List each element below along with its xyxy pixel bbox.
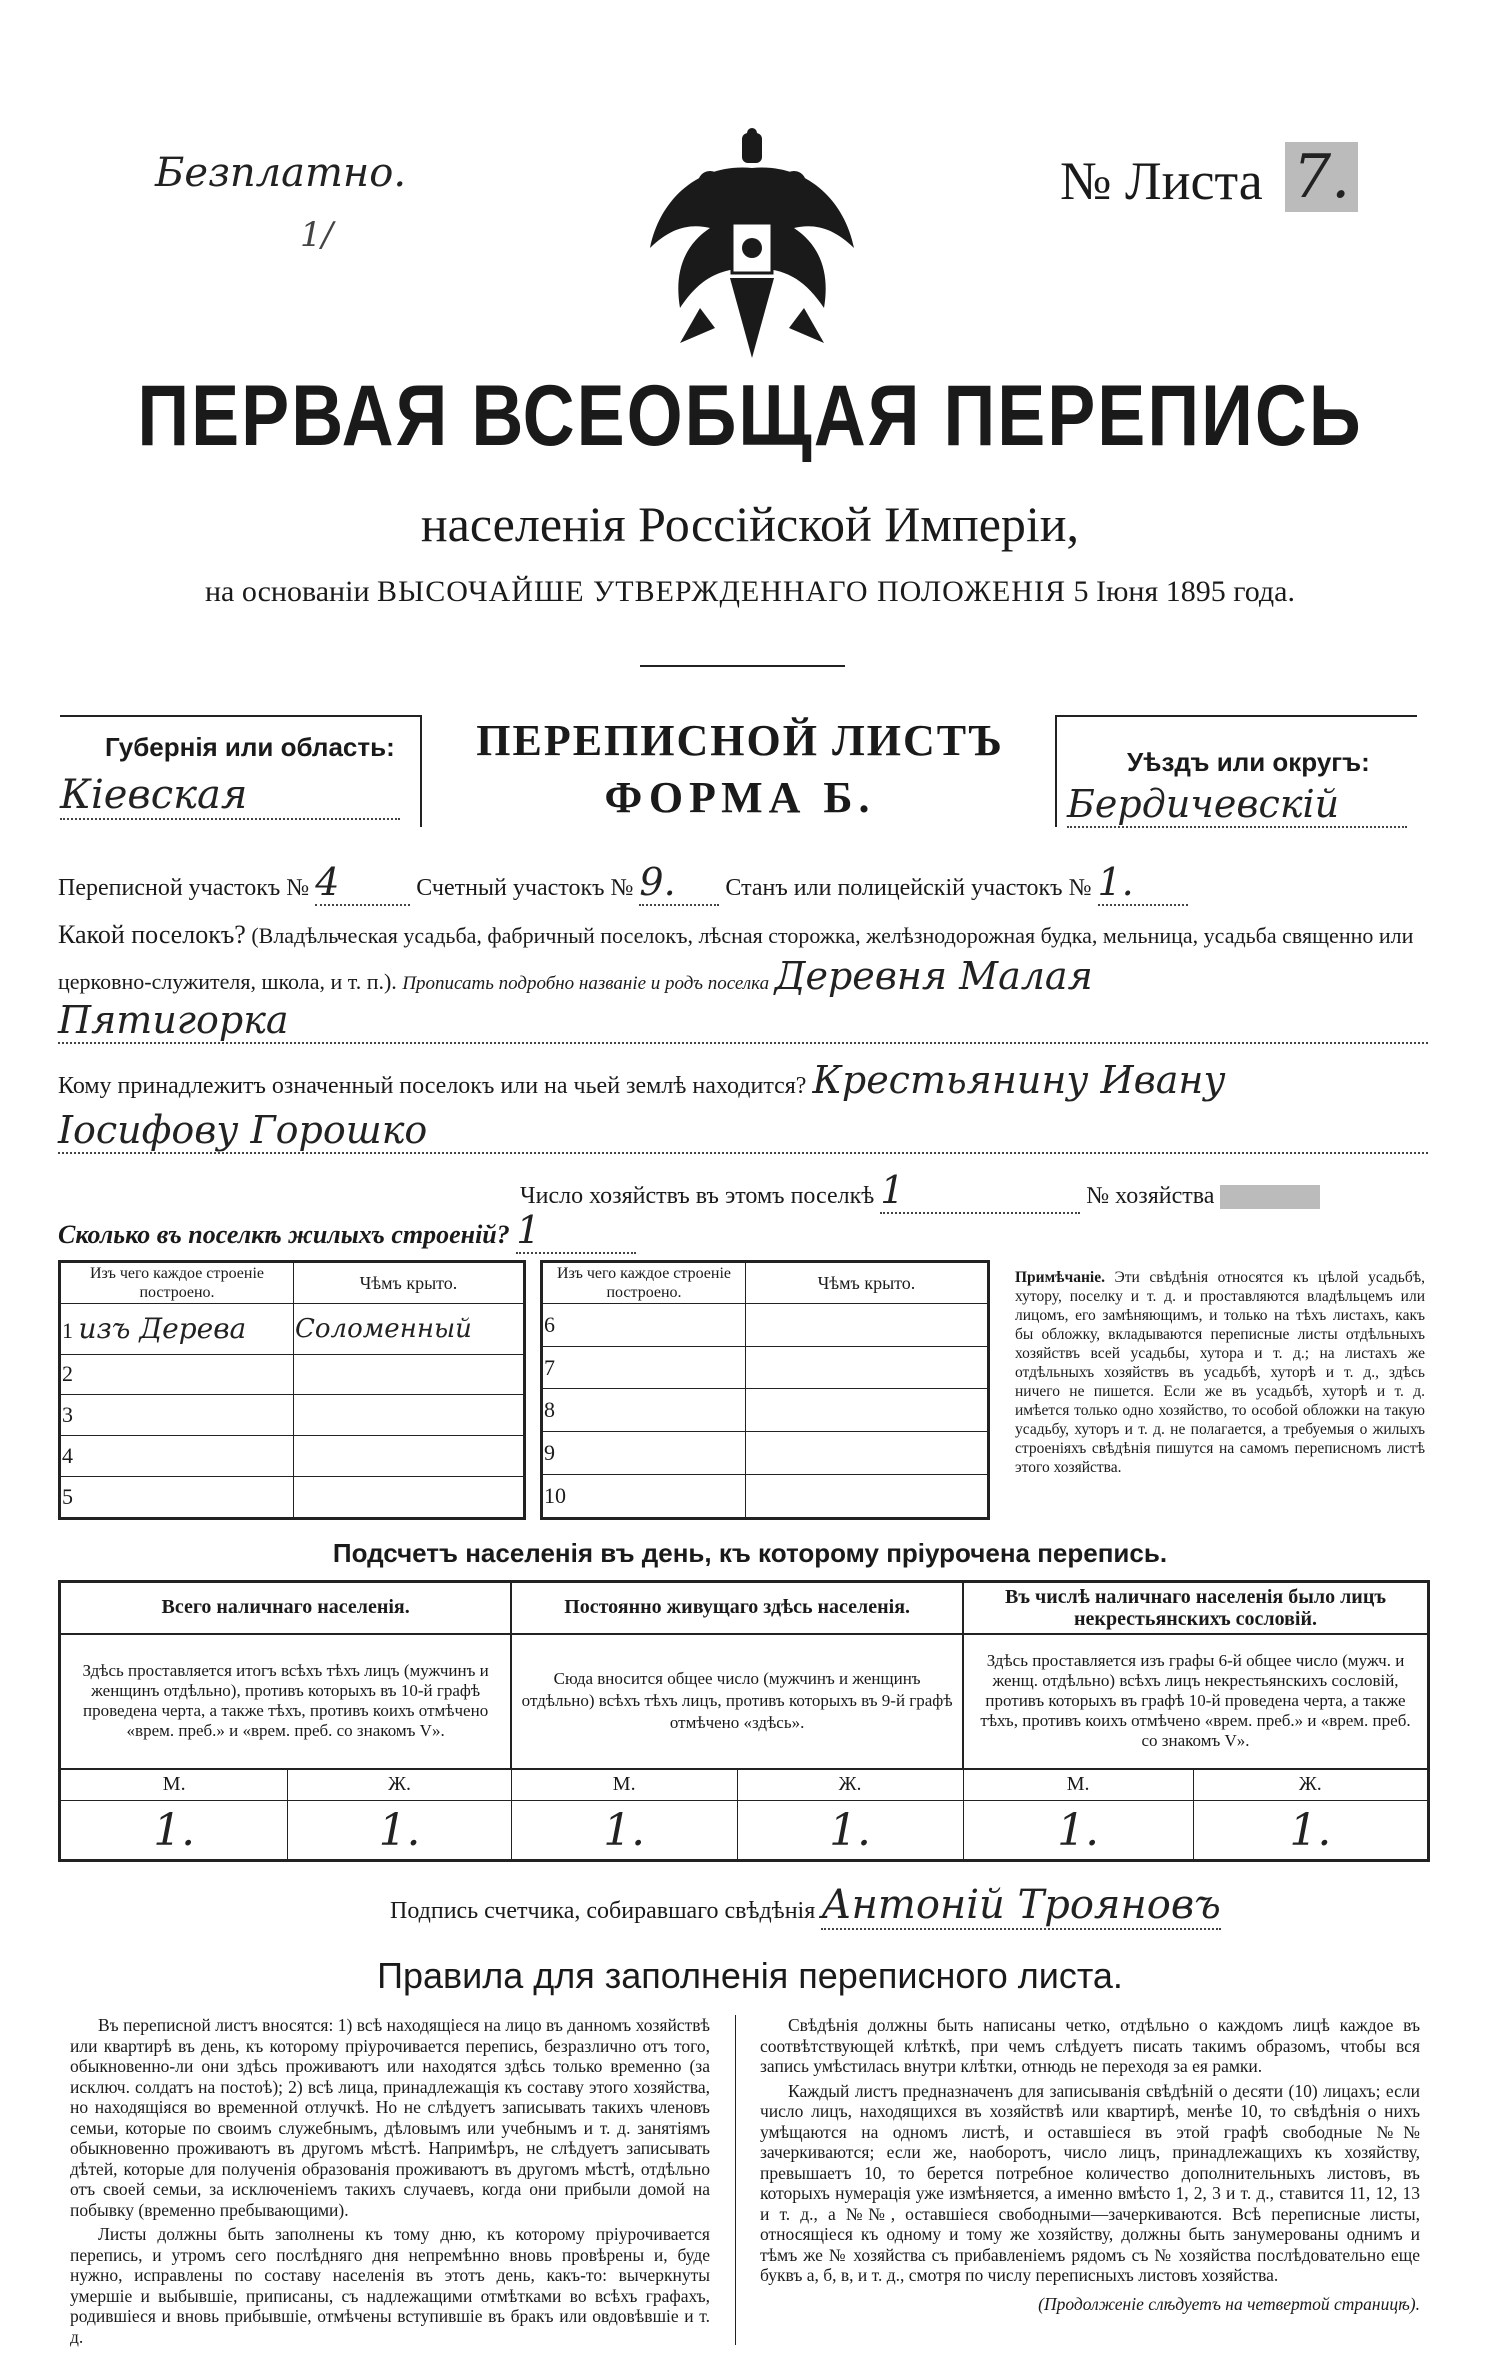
col3-text: Здѣсь проставляется изъ графы 6-й общее число (мужч. и женщ. отдѣльно) всѣхъ лицъ некрестьянскихъ сословій, противъ которыхъ въ графѣ 10-й проведена черта, а также тѣхъ, противъ коихъ отмѣчено «врем. преб.» и «врем. преб. со знакомъ V». — [963, 1634, 1429, 1769]
col1-m: М. — [60, 1769, 288, 1801]
row-number: 7 — [542, 1346, 746, 1389]
row-number: 2 — [60, 1354, 294, 1395]
form-header — [60, 715, 1415, 830]
uezd-label: Уѣздъ или округъ: — [1127, 747, 1370, 777]
settlement-instr: Прописать подробно названіе и родъ поселка — [402, 973, 770, 994]
sheet-number-label: № Листа — [1060, 151, 1263, 211]
col3-m: М. — [963, 1769, 1193, 1801]
roof-cell — [294, 1354, 525, 1395]
roof-cell — [294, 1436, 525, 1477]
guberniya-label: Губернія или область: — [105, 732, 395, 762]
row-number: 9 — [542, 1432, 746, 1475]
owner-value-2: Іосифову Горошко — [58, 1108, 1428, 1154]
row-number: 1 — [62, 1318, 73, 1344]
value-cell: 1. — [511, 1801, 737, 1861]
col1-header: Всего наличнаго населенія. — [60, 1582, 512, 1634]
settlement-label: Какой поселокъ? — [58, 920, 246, 949]
census-district-value: 4 — [315, 860, 410, 906]
settlement-value-2: Пятигорка — [58, 998, 1428, 1044]
value-cell: 1. — [737, 1801, 963, 1861]
roof-cell — [294, 1395, 525, 1436]
material-value: изъ Дерева — [78, 1312, 247, 1346]
row-number: 3 — [60, 1395, 294, 1436]
row-number: 8 — [542, 1389, 746, 1432]
col-material-header: Изъ чего каждое строеніе построено. — [542, 1262, 746, 1304]
rules-divider — [735, 2015, 736, 2345]
buildings-table-left — [58, 1260, 526, 1520]
buildings-line — [58, 1208, 636, 1254]
main-title: ПЕРВАЯ ВСЕОБЩАЯ ПЕРЕПИСЬ — [137, 368, 1363, 464]
value-cell: 1. — [288, 1801, 511, 1861]
signature-line — [390, 1882, 1221, 1928]
value-cell: 1. — [60, 1801, 288, 1861]
roof-cell — [746, 1304, 989, 1347]
col3-header: Въ числѣ наличнаго населенія было лицъ некрестьянскихъ сословій. — [963, 1582, 1429, 1634]
census-district-label: Переписной участокъ № — [58, 875, 310, 901]
rules-paragraph: Каждый листъ предназначенъ для записыванія свѣдѣній о десяти (10) лицахъ; если число лицъ, находящихся въ хозяйствѣ или квартирѣ, менѣе 10, то свѣдѣнія о нихъ умѣщаются на одномъ листѣ, и оставшіеся въ этой графѣ свободные №№ зачеркиваются; если же, наоборотъ, число лицъ, принадлежащихъ къ хозяйству, превышаетъ 10, то берется потребное количество дополнительныхъ листовъ, въ которыхъ нумерація уже измѣняется, а именно вмѣсто 1, 2, 3 и т. д., ставится 11, 12, 13 и т. д., а №№, оставшіеся свободными—зачеркиваются. Всѣ переписные листы, относящіеся къ одному и тому же хозяйству, должны быть занумерованы однимъ и тѣмъ же № хозяйства съ прибавленіемъ рядомъ съ № хозяйства послѣдовательно еще буквъ а, б, в, и т. д., смотря по числу переписныхъ листовъ хозяйства. — [760, 2080, 1420, 2285]
row-number: 6 — [542, 1304, 746, 1347]
buildings-note — [1015, 1268, 1425, 1477]
basis-caps: ВЫСОЧАЙШЕ УТВЕРЖДЕННАГО ПОЛОЖЕНІЯ — [377, 575, 1066, 608]
rules-continued: (Продолженіе слѣдуетъ на четвертой страницѣ). — [1038, 2293, 1420, 2314]
households-label: Число хозяйствъ въ этомъ поселкѣ — [520, 1183, 875, 1209]
rules-paragraph: Листы должны быть заполнены къ тому дню, къ которому пріурочивается перепись, и утромъ сего послѣдняго дня непремѣнно вновь провѣрены и, буде нужно, исправлены по составу населенія въ этотъ день, какъ-то: вычеркнуты умершіе и выбывшіе, приписаны, съ надлежащими отмѣтками во всѣхъ графахъ, родившіеся и вновь прибывшіе, отмѣчены вступившіе въ бракъ или овдовѣвшіе и т. д. — [70, 2224, 710, 2347]
owner-value-1: Крестьянину Ивану — [812, 1058, 1226, 1102]
signature-value: Антоній Трояновъ — [821, 1882, 1221, 1928]
row-number: 10 — [542, 1474, 746, 1518]
settlement-value-1: Деревня Малая — [774, 954, 1093, 998]
rules-paragraph: Свѣдѣнія должны быть написаны четко, отдѣльно о каждомъ лицѣ каждое въ соотвѣтствующей клѣткѣ, при чемъ слѣдуетъ писать такимъ образомъ, чтобы вся запись умѣстилась внутри клѣтки, отнюдь не переходя за ея рамки. — [760, 2015, 1420, 2076]
settlement-block — [58, 915, 1428, 1004]
col2-header: Постоянно живущаго здѣсь населенія. — [511, 1582, 963, 1634]
col1-f: Ж. — [288, 1769, 511, 1801]
buildings-table-right — [540, 1260, 990, 1520]
household-no-redacted — [1220, 1185, 1320, 1209]
count-district-label: Счетный участокъ № — [416, 875, 634, 901]
stan-value: 1. — [1098, 860, 1188, 906]
value-cell: 1. — [1193, 1801, 1428, 1861]
margin-note: 1/ — [300, 215, 334, 255]
uezd-box — [1055, 715, 1417, 827]
owner-line — [58, 1058, 1428, 1102]
note-title: Примѣчаніе. — [1015, 1269, 1105, 1286]
guberniya-box — [60, 715, 422, 827]
roof-cell — [294, 1476, 525, 1518]
subtitle: населенія Россійской Имперіи, — [420, 496, 1080, 552]
count-table — [58, 1580, 1430, 1862]
col-roof-header: Чѣмъ крыто. — [294, 1262, 525, 1304]
basis-date: 5 Іюня 1895 года. — [1073, 575, 1295, 608]
col2-text: Сюда вносится общее число (мужчинъ и женщинъ отдѣльно) всѣхъ тѣхъ лицъ, противъ которыхъ въ 9-й графѣ отмѣчено «здѣсь». — [511, 1634, 963, 1769]
col2-m: М. — [511, 1769, 737, 1801]
col2-f: Ж. — [737, 1769, 963, 1801]
free-label: Безплатно. — [155, 150, 407, 196]
double-headed-eagle-emblem — [640, 128, 865, 368]
col3-f: Ж. — [1193, 1769, 1428, 1801]
rules-paragraph: Въ переписной листъ вносятся: 1) всѣ находящіеся на лицо въ данномъ хозяйствѣ или квартирѣ въ день, къ которому пріурочивается перепись, безразлично отъ того, обыкновенно-ли они здѣсь проживаютъ или находятся здѣсь только временно (за исключ. солдатъ на постоѣ); 2) всѣ лица, принадлежащія къ составу этого хозяйства, но находящіяся во временной отлучкѣ. Но не слѣдуетъ записывать такихъ членовъ семьи, которые по своимъ служебнымъ, дѣловымъ или учебнымъ и т. д. занятіямъ обыкновенно проживаютъ въ другомъ мѣстѣ. Напримѣръ, не слѣдуетъ записывать дѣтей, которые для полученія образованія проживаютъ въ другомъ мѣстѣ, отдѣльно отъ своей семьи, за исключеніемъ такихъ случаевъ, когда они прибыли домой на побывку (временно пребывающими). — [70, 2015, 710, 2220]
col1-text: Здѣсь проставляется итогъ всѣхъ тѣхъ лицъ (мужчинъ и женщинъ отдѣльно), противъ которыхъ въ 10-й графѣ проведена черта, а также тѣхъ, противъ коихъ отмѣчено «врем. преб.» и «врем. преб. со знакомъ V». — [60, 1634, 512, 1769]
district-line — [58, 860, 1428, 906]
households-line — [520, 1168, 1430, 1214]
rules-title: Правила для заполненія переписного листа. — [377, 1955, 1123, 1996]
row-number: 4 — [60, 1436, 294, 1477]
roof-cell — [746, 1346, 989, 1389]
row-number: 5 — [60, 1476, 294, 1518]
count-district-value: 9. — [639, 860, 719, 906]
count-title: Подсчетъ населенія въ день, къ которому пріурочена перепись. — [332, 1538, 1168, 1568]
owner-label: Кому принадлежитъ означенный поселокъ или на чьей землѣ находится? — [58, 1073, 807, 1099]
col-roof-header: Чѣмъ крыто. — [746, 1262, 989, 1304]
rules-right — [760, 2015, 1420, 2318]
basis-prefix: на основаніи — [204, 575, 370, 608]
col-material-header: Изъ чего каждое строеніе построено. — [60, 1262, 294, 1304]
settlement-hint: (Владѣльческая усадьба, фабричный поселокъ, лѣсная сторожка, желѣзнодорожная будка, мельница, усадьба священно или церковно-служителя, школа, и т. п.). — [58, 923, 1414, 994]
buildings-value: 1 — [516, 1208, 636, 1254]
divider — [640, 665, 845, 667]
stan-label: Станъ или полицейскій участокъ № — [725, 875, 1092, 901]
form-name: ФОРМА Б. — [604, 773, 876, 822]
guberniya-value: Кіевская — [60, 772, 400, 820]
value-cell: 1. — [963, 1801, 1193, 1861]
note-text: Эти свѣдѣнія относятся къ цѣлой усадьбѣ, хутору, поселку и т. д. и проставляются владѣльцемъ или лицомъ, его замѣняющимъ, и только на тѣхъ листахъ, какъ бы обложку, вкладываются переписные листы отдѣльныхъ хозяйствъ всей усадьбы, хутора и т. д.; на листахъ же отдѣльныхъ хозяйствъ въ усадьбѣ, хуторѣ и т. д., здѣсь ничего не пишется. Если же въ усадьбѣ, хуторѣ и т. д. имѣется только одно хозяйство, то особой обложки на такую усадьбу, хуторъ и т. д. не полагается, а требуемыя о жилыхъ строеніяхъ свѣдѣнія пишутся на самомъ переписномъ листѣ этого хозяйства. — [1015, 1269, 1426, 1476]
roof-cell — [746, 1432, 989, 1475]
households-value: 1 — [880, 1168, 1080, 1214]
sheet-number-value: 7. — [1285, 142, 1358, 212]
roof-cell — [746, 1474, 989, 1518]
sheet-title-box — [430, 715, 1050, 823]
sheet-title: ПЕРЕПИСНОЙ ЛИСТЪ — [476, 716, 1004, 765]
buildings-label: Сколько въ поселкѣ жилыхъ строеній? — [58, 1220, 510, 1249]
rules-left — [70, 2015, 710, 2351]
roof-value: Соломенный — [294, 1304, 525, 1355]
signature-label: Подпись счетчика, собиравшаго свѣдѣнія — [390, 1898, 816, 1924]
household-no-label: № хозяйства — [1086, 1183, 1215, 1209]
uezd-value: Бердичевскій — [1067, 782, 1407, 828]
basis-line — [0, 575, 1500, 609]
roof-cell — [746, 1389, 989, 1432]
